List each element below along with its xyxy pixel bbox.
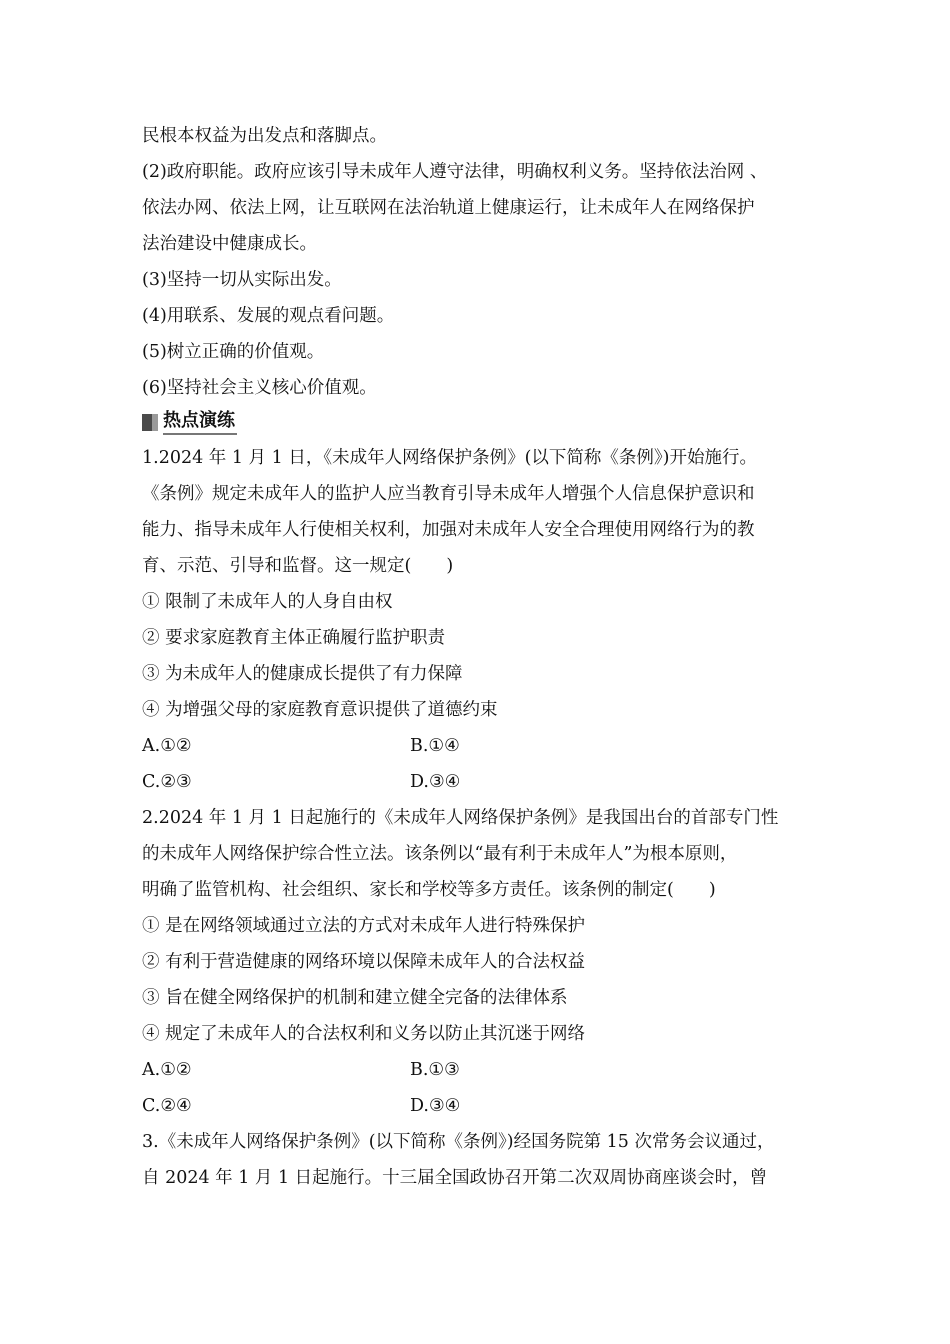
section-title: 热点演练 xyxy=(163,409,237,435)
option-b[interactable]: B.①④ xyxy=(410,736,460,756)
question-2 xyxy=(142,800,832,1124)
question-stem-line: 明确了监管机构、社会组织、家长和学校等多方责任。该条例的制定( ) xyxy=(142,880,716,900)
statement-item: ② 要求家庭教育主体正确履行监护职责 xyxy=(142,628,446,648)
statement-item: ④ 规定了未成年人的合法权利和义务以防止其沉迷于网络 xyxy=(142,1024,586,1044)
option-c[interactable]: C.②④ xyxy=(142,1096,192,1116)
answer-options-row xyxy=(142,764,832,800)
question-stem-line: 1.2024 年 1 月 1 日，《未成年人网络保护条例》(以下简称《条例》)开始施行。 xyxy=(142,448,757,468)
option-b[interactable]: B.①③ xyxy=(410,1060,460,1080)
question-stem-line: 2.2024 年 1 月 1 日起施行的《未成年人网络保护条例》是我国出台的首部专门性 xyxy=(142,808,779,828)
statement-item: ④ 为增强父母的家庭教育意识提供了道德约束 xyxy=(142,700,498,720)
question-stem-line: 能力、指导未成年人行使相关权利，加强对未成年人安全合理使用网络行为的教 xyxy=(142,520,755,540)
option-d[interactable]: D.③④ xyxy=(410,1096,461,1116)
answer-options-row xyxy=(142,728,832,764)
option-d[interactable]: D.③④ xyxy=(410,772,461,792)
statement-item: ③ 为未成年人的健康成长提供了有力保障 xyxy=(142,664,463,684)
question-stem-line: 的未成年人网络保护综合性立法。该条例以“最有利于未成年人”为根本原则， xyxy=(142,844,738,864)
question-stem-line: 《条例》规定未成年人的监护人应当教育引导未成年人增强个人信息保护意识和 xyxy=(142,484,755,504)
option-c[interactable]: C.②③ xyxy=(142,772,192,792)
question-stem-line: 自 2024 年 1 月 1 日起施行。十三届全国政协召开第二次双周协商座谈会时，曾 xyxy=(142,1168,768,1188)
answer-options-row xyxy=(142,1088,832,1124)
intro-line: (4)用联系、发展的观点看问题。 xyxy=(142,306,395,326)
question-stem-line: 3.《未成年人网络保护条例》(以下简称《条例》)经国务院第 15 次常务会议通过， xyxy=(142,1132,775,1152)
option-a[interactable]: A.①② xyxy=(142,1060,192,1080)
option-a[interactable]: A.①② xyxy=(142,736,192,756)
question-1 xyxy=(142,440,832,800)
question-3 xyxy=(142,1124,832,1196)
intro-line: (6)坚持社会主义核心价值观。 xyxy=(142,378,377,398)
answer-options-row xyxy=(142,1052,832,1088)
intro-line: (5)树立正确的价值观。 xyxy=(142,342,325,362)
section-marker-icon xyxy=(142,414,158,431)
section-heading xyxy=(142,407,832,437)
statement-item: ① 是在网络领域通过立法的方式对未成年人进行特殊保护 xyxy=(142,916,586,936)
intro-line: (2)政府职能。政府应该引导未成年人遵守法律，明确权利义务。坚持依法治网 、 xyxy=(142,162,768,182)
intro-line: 民根本权益为出发点和落脚点。 xyxy=(142,126,387,146)
question-stem-line: 育、示范、引导和监督。这一规定( ) xyxy=(142,556,454,576)
intro-line: (3)坚持一切从实际出发。 xyxy=(142,270,342,290)
document-page xyxy=(142,118,832,1196)
statement-item: ① 限制了未成年人的人身自由权 xyxy=(142,592,393,612)
statement-item: ③ 旨在健全网络保护的机制和建立健全完备的法律体系 xyxy=(142,988,568,1008)
statement-item: ② 有利于营造健康的网络环境以保障未成年人的合法权益 xyxy=(142,952,586,972)
intro-line: 法治建设中健康成长。 xyxy=(142,234,317,254)
intro-line: 依法办网、依法上网，让互联网在法治轨道上健康运行，让未成年人在网络保护 xyxy=(142,198,755,218)
